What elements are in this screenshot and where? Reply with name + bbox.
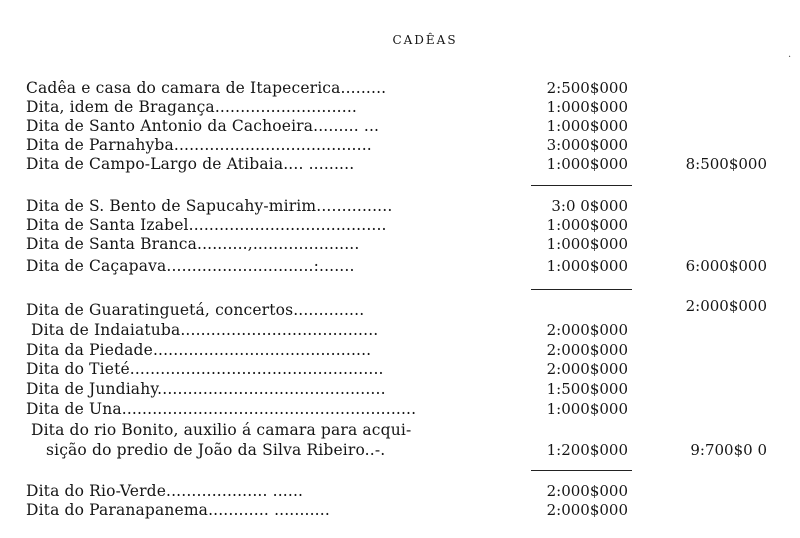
row-label: Dita do rio Bonito, auxilio á camara para acqui- bbox=[31, 421, 412, 439]
ledger-row bbox=[0, 256, 800, 276]
ledger-row bbox=[0, 481, 800, 501]
ledger-row bbox=[0, 135, 800, 155]
ledger-row bbox=[0, 116, 800, 136]
ledger-row bbox=[0, 78, 800, 98]
row-label: Dita da Piedade........................................... bbox=[26, 341, 372, 359]
row-label: Dita do Tieté.................................................. bbox=[26, 360, 384, 378]
ledger-row bbox=[0, 500, 800, 520]
row-label: Dita de Indaiatuba....................................... bbox=[31, 321, 379, 339]
row-label: Dita, idem de Bragança............................ bbox=[26, 98, 357, 116]
row-amount: 2:000$000 bbox=[546, 482, 628, 500]
row-amount: 1:000$000 bbox=[546, 117, 628, 135]
row-amount: 1:000$000 bbox=[546, 216, 628, 234]
stray-ink-mark: · bbox=[788, 52, 792, 63]
row-amount: 2:000$000 bbox=[546, 360, 628, 378]
row-total: 8:500$000 bbox=[685, 155, 767, 173]
row-amount: 1:000$000 bbox=[546, 257, 628, 275]
row-label: Dita de S. Bento de Sapucahy-mirim............... bbox=[26, 197, 393, 215]
row-amount: 2:500$000 bbox=[546, 79, 628, 97]
row-label: Dita de Parnahyba....................................... bbox=[26, 136, 372, 154]
row-amount: 2:000$000 bbox=[546, 341, 628, 359]
row-label: Dita de Campo-Largo de Atibaia.... ......... bbox=[26, 155, 355, 173]
row-total: 6:000$000 bbox=[685, 257, 767, 275]
row-amount: 2:000$000 bbox=[546, 501, 628, 519]
row-amount: 3:0 0$000 bbox=[551, 197, 628, 215]
section-title: CADÊAS bbox=[392, 33, 458, 47]
subtotal-rule bbox=[531, 289, 632, 290]
ledger-row bbox=[0, 420, 800, 440]
row-label: sição do predio de João da Silva Ribeiro..-. bbox=[46, 441, 386, 459]
ledger-row bbox=[0, 440, 800, 460]
row-label: Dita de Guaratinguetá, concertos.............. bbox=[26, 301, 365, 319]
row-label: Dita do Paranapanema............ ........... bbox=[26, 501, 330, 519]
row-amount: 1:200$000 bbox=[546, 441, 628, 459]
subtotal-rule bbox=[531, 185, 632, 186]
ledger-row bbox=[0, 297, 800, 320]
row-label: Cadêa e casa do camara de Itapecerica......... bbox=[26, 79, 387, 97]
row-amount: 1:000$000 bbox=[546, 155, 628, 173]
row-label: Dita do Rio-Verde.................... ...... bbox=[26, 482, 304, 500]
row-total: 2:000$000 bbox=[685, 297, 767, 315]
ledger-row bbox=[0, 399, 800, 419]
ledger-row bbox=[0, 379, 800, 399]
row-amount: 1:000$000 bbox=[546, 235, 628, 253]
row-label: Dita de Una.......................................................... bbox=[26, 400, 417, 418]
row-label: Dita de Caçapava.............................:....... bbox=[26, 257, 355, 275]
ledger-row bbox=[0, 97, 800, 117]
row-amount: 1:500$000 bbox=[546, 380, 628, 398]
row-label: Dita de Santo Antonio da Cachoeira......... ... bbox=[26, 117, 380, 135]
ledger-row bbox=[0, 340, 800, 360]
ledger-row bbox=[0, 154, 800, 174]
ledger-row bbox=[0, 215, 800, 235]
row-amount: 3:000$000 bbox=[546, 136, 628, 154]
ledger-row bbox=[0, 234, 800, 254]
ledger-row bbox=[0, 196, 800, 216]
row-amount: 1:000$000 bbox=[546, 98, 628, 116]
subtotal-rule bbox=[531, 470, 632, 471]
row-label: Dita de Jundiahy............................................. bbox=[26, 380, 386, 398]
row-label: Dita de Santa Izabel....................................... bbox=[26, 216, 387, 234]
row-amount: 2:000$000 bbox=[546, 321, 628, 339]
ledger-row bbox=[0, 320, 800, 340]
row-label: Dita de Santa Branca..........,..................... bbox=[26, 235, 360, 253]
ledger-row bbox=[0, 359, 800, 379]
row-total: 9:700$0 0 bbox=[690, 441, 767, 459]
row-amount: 1:000$000 bbox=[546, 400, 628, 418]
